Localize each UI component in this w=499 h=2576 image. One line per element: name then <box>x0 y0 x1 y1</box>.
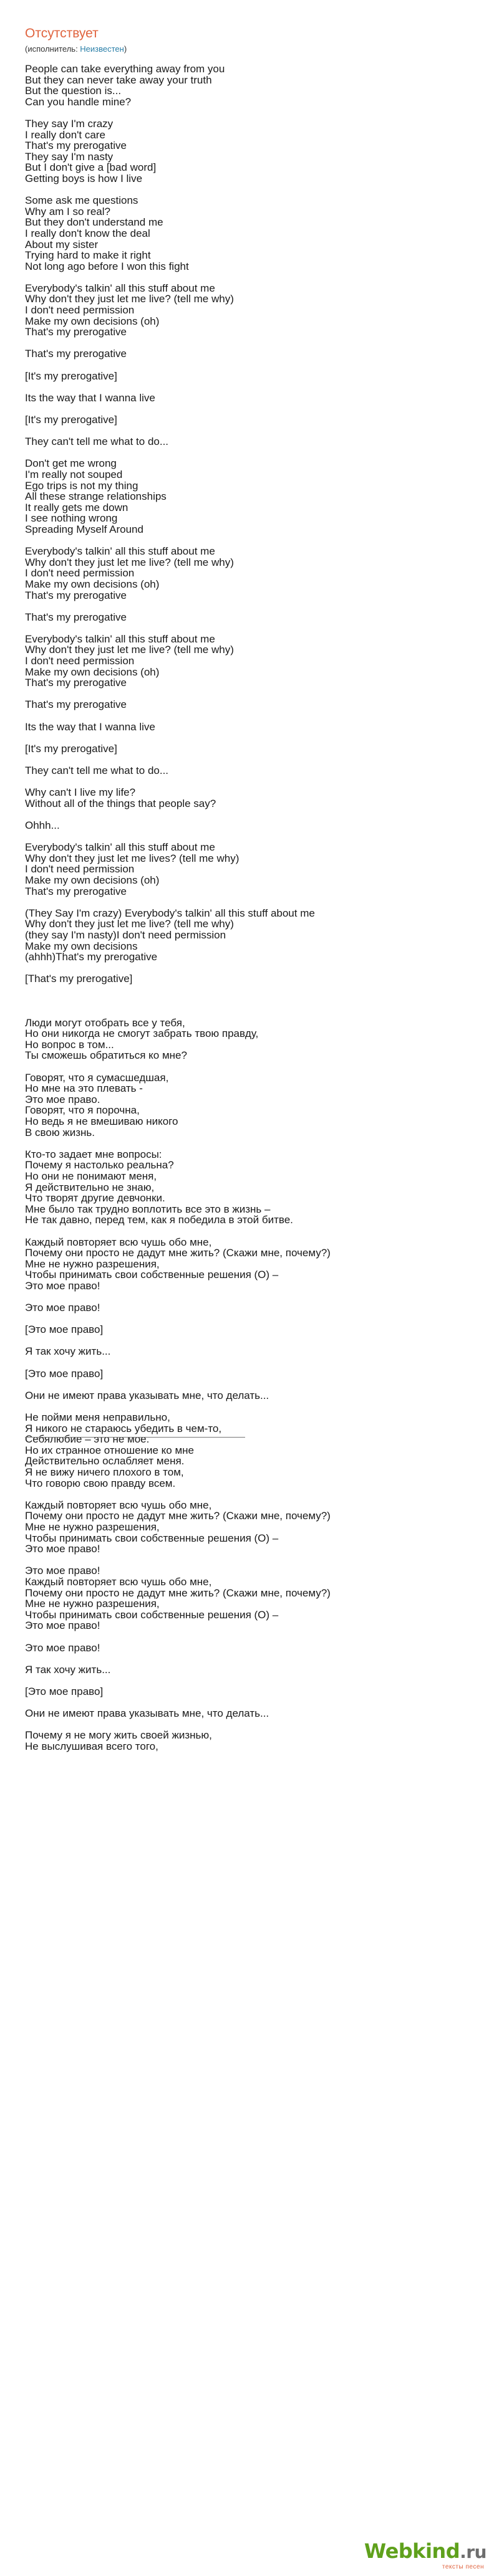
lyric-line: (they say I'm nasty)I don't need permission <box>25 928 226 941</box>
lyric-line: Why can't I live my life? <box>25 786 136 799</box>
lyric-line <box>25 963 474 974</box>
lyric-line: Не выслушивая всего того, <box>25 1740 158 1752</box>
lyric-line: Но они не понимают меня, <box>25 1170 157 1182</box>
lyric-line <box>25 184 474 196</box>
lyric-line <box>25 732 474 743</box>
lyric-line: Why don't they just let me live? (tell me why) <box>25 293 234 305</box>
lyric-line: Действительно ослабляет меня. <box>25 1455 185 1467</box>
lyric-line: Make my own decisions (oh) <box>25 874 160 886</box>
lyric-line: Они не имеют права указывать мне, что делать... <box>25 1707 269 1720</box>
lyric-line: Но мне на это плевать - <box>25 1082 143 1095</box>
lyric-line: That's my prerogative <box>25 699 127 711</box>
lyric-line <box>25 1719 474 1730</box>
lyric-line <box>25 1006 474 1018</box>
lyric-line: Мне не нужно разрешения, <box>25 1520 160 1533</box>
lyric-line <box>25 1061 474 1072</box>
lyric-line: Но вопрос в том... <box>25 1038 114 1051</box>
lyric-line: Make my own decisions (oh) <box>25 665 160 678</box>
lyric-line: Почему я настолько реальна? <box>25 1159 174 1171</box>
lyric-line: Ego trips is not my thing <box>25 479 138 492</box>
lyric-line: I don't need permission <box>25 304 135 317</box>
site-logo[interactable] <box>364 2540 487 2564</box>
lyric-line: Я так хочу жить... <box>25 1663 111 1676</box>
lyric-line: Это мое право! <box>25 1641 100 1654</box>
lyric-line: Себялюбие – это не мое. <box>25 1433 150 1446</box>
lyric-line: [It's my prerogative] <box>25 742 117 755</box>
logo-tagline: тексты песен <box>442 2564 484 2570</box>
lyric-line: That's my prerogative <box>25 885 127 897</box>
lyric-line <box>25 272 474 283</box>
artist-link[interactable]: Неизвестен <box>80 44 124 54</box>
lyric-line <box>25 107 474 118</box>
lyric-line: All these strange relationships <box>25 490 167 503</box>
lyric-line <box>25 995 474 1006</box>
lyric-line: About my sister <box>25 238 99 250</box>
lyric-line: Но они никогда не смогут забрать твою правду, <box>25 1028 259 1040</box>
lyric-line: Its the way that I wanna live <box>25 720 155 733</box>
lyric-line <box>25 1489 474 1500</box>
performer-suffix: ) <box>124 44 127 54</box>
lyric-line: Почему они просто не дадут мне жить? (Скажи мне, почему?) <box>25 1247 331 1259</box>
lyric-line: I'm really not souped <box>25 468 123 480</box>
lyric-line: Without all of the things that people say? <box>25 797 216 809</box>
lyric-line <box>25 809 474 820</box>
lyric-line: Говорят, что я сумасшедшая, <box>25 1071 169 1084</box>
lyric-line: Каждый повторяет всю чушь обо мне, <box>25 1499 212 1511</box>
lyric-line <box>25 1697 474 1708</box>
lyric-line <box>25 381 474 393</box>
lyric-line: I really don't care <box>25 128 105 141</box>
logo-brand: Webkind <box>364 2539 460 2563</box>
lyric-line: Чтобы принимать свои собственные решения (О) – <box>25 1608 279 1621</box>
lyric-line: Почему я не могу жить своей жизнью, <box>25 1729 212 1742</box>
lyric-line: Это мое право! <box>25 1279 100 1292</box>
lyric-line: I really don't know the deal <box>25 227 150 239</box>
lyric-line: Люди могут отобрать все у тебя, <box>25 1016 185 1029</box>
lyric-line <box>25 601 474 612</box>
lyric-line: Why don't they just let me live? (tell me why) <box>25 918 234 930</box>
lyric-line: [It's my prerogative] <box>25 414 117 426</box>
lyric-line: Я никого не стараюсь убедить в чем-то, <box>25 1422 222 1434</box>
lyric-line <box>25 1226 474 1237</box>
lyric-line <box>25 985 474 996</box>
lyric-line: Мне было так трудно воплотить все это в жизнь – <box>25 1203 271 1215</box>
lyric-line <box>25 403 474 414</box>
lyric-line <box>25 1555 474 1566</box>
lyric-line: Not long ago before I won this fight <box>25 260 189 272</box>
lyric-line <box>25 897 474 908</box>
lyric-line: Мне не нужно разрешения, <box>25 1598 160 1610</box>
lyric-line: Чтобы принимать свои собственные решения (О) – <box>25 1269 279 1281</box>
lyric-line: Не так давно, перед тем, как я победила в этой битве. <box>25 1214 293 1226</box>
lyric-line: Ohhh... <box>25 819 60 831</box>
lyric-line: Everybody's talkin' all this stuff about me <box>25 282 215 294</box>
lyric-line: I don't need permission <box>25 655 135 667</box>
lyric-line: [Это мое право] <box>25 1367 104 1380</box>
lyric-line: Я не вижу ничего плохого в том, <box>25 1466 184 1478</box>
lyric-line <box>25 754 474 765</box>
lyric-line: That's my prerogative <box>25 140 127 152</box>
lyric-line <box>25 338 474 349</box>
lyric-line: (They Say I'm crazy) Everybody's talkin' all this stuff about me <box>25 907 315 919</box>
lyric-line: I don't need permission <box>25 567 135 580</box>
lyric-line: They say I'm crazy <box>25 117 114 130</box>
lyric-line: People can take everything away from you <box>25 63 225 75</box>
lyric-line: Getting boys is how I live <box>25 172 143 184</box>
lyric-line: Don't get me wrong <box>25 457 117 470</box>
lyric-line: Its the way that I wanna live <box>25 391 155 404</box>
lyric-line: Why don't they just let me lives? (tell me why) <box>25 852 240 864</box>
lyric-line: They can't tell me what to do... <box>25 436 169 448</box>
lyric-line <box>25 426 474 437</box>
logo-tld: .ru <box>460 2542 487 2562</box>
lyric-line <box>25 776 474 788</box>
lyric-line <box>25 1138 474 1149</box>
lyric-line: Они не имеют права указывать мне, что делать... <box>25 1389 269 1401</box>
lyric-line: Но ведь я не вмешиваю никого <box>25 1115 178 1127</box>
lyric-line: But I don't give a [bad word] <box>25 161 157 174</box>
lyric-line <box>25 1292 474 1303</box>
lyric-line: Make my own decisions <box>25 940 138 952</box>
lyric-line: Кто-то задает мне вопросы: <box>25 1148 162 1160</box>
song-title: Отсутствует <box>25 26 99 41</box>
lyric-line <box>25 447 474 459</box>
lyric-line <box>25 535 474 546</box>
lyric-line: Каждый повторяет всю чушь обо мне, <box>25 1236 212 1248</box>
lyrics-text <box>25 64 474 1752</box>
lyric-line: But they don't understand me <box>25 216 163 229</box>
lyric-line: Что творят другие девчонки. <box>25 1192 165 1205</box>
lyric-line: Это мое право! <box>25 1620 100 1632</box>
lyric-line <box>25 1653 474 1664</box>
lyric-line: They can't tell me what to do... <box>25 765 169 776</box>
lyric-line: Some ask me questions <box>25 194 138 207</box>
lyric-line: Why don't they just let me live? (tell me why) <box>25 644 234 656</box>
performer-line <box>25 44 474 55</box>
site-logo-bar <box>349 2530 499 2576</box>
song-header <box>25 25 474 55</box>
lyric-line: Чтобы принимать свои собственные решения (О) – <box>25 1532 279 1544</box>
lyric-line: Я так хочу жить... <box>25 1345 111 1358</box>
lyric-line <box>25 623 474 634</box>
lyric-line: Это мое право! <box>25 1543 100 1555</box>
lyric-line: They say I'm nasty <box>25 150 114 163</box>
lyric-line: Everybody's talkin' all this stuff about me <box>25 841 215 854</box>
lyric-line: [It's my prerogative] <box>25 370 117 382</box>
lyric-line: Но их странное отношение ко мне <box>25 1444 194 1456</box>
lyric-line: That's my prerogative <box>25 348 127 360</box>
lyric-line <box>25 1675 474 1686</box>
lyric-line <box>25 689 474 700</box>
lyric-line: Почему они просто не дадут мне жить? (Скажи мне, почему?) <box>25 1586 331 1599</box>
lyric-line: Why don't they just let me live? (tell me why) <box>25 556 234 568</box>
lyric-line: Это мое право! <box>25 1302 100 1314</box>
lyric-line: В свою жизнь. <box>25 1126 95 1138</box>
lyric-line: But they can never take away your truth <box>25 74 212 86</box>
lyric-line: Почему они просто не дадут мне жить? (Скажи мне, почему?) <box>25 1510 331 1522</box>
lyric-line <box>25 831 474 842</box>
lyric-line: Каждый повторяет всю чушь обо мне, <box>25 1575 212 1588</box>
lyric-line: Не пойми меня неправильно, <box>25 1411 170 1424</box>
lyric-line <box>25 710 474 722</box>
lyric-line: Я действительно не знаю, <box>25 1181 155 1193</box>
lyric-line: But the question is... <box>25 85 122 97</box>
lyric-line: Говорят, что я порочна, <box>25 1104 140 1117</box>
lyric-line: Что говорю свою правду всем. <box>25 1477 176 1489</box>
lyric-line <box>25 1379 474 1390</box>
lyric-line: Мне не нужно разрешения, <box>25 1257 160 1270</box>
lyric-line: [Это мое право] <box>25 1324 104 1336</box>
lyric-line: [Это мое право] <box>25 1685 104 1697</box>
lyric-line: That's my prerogative <box>25 326 127 338</box>
lyric-line <box>25 1357 474 1368</box>
lyric-line <box>25 1335 474 1347</box>
lyric-line: Everybody's talkin' all this stuff about me <box>25 545 215 558</box>
lyric-line: Это мое право! <box>25 1565 100 1577</box>
lyric-line: I see nothing wrong <box>25 512 118 525</box>
lyric-line: It really gets me down <box>25 501 128 513</box>
translation-separator <box>25 1437 245 1438</box>
lyric-line: Spreading Myself Around <box>25 523 143 535</box>
lyric-line: Это мое право. <box>25 1093 100 1105</box>
lyric-line <box>25 1314 474 1325</box>
lyric-line: Trying hard to make it right <box>25 249 151 262</box>
lyric-line <box>25 1631 474 1643</box>
lyric-line: That's my prerogative <box>25 611 127 623</box>
lyric-line: Can you handle mine? <box>25 95 132 108</box>
lyric-line <box>25 360 474 371</box>
lyric-line: Everybody's talkin' all this stuff about me <box>25 632 215 645</box>
lyric-line: Ты сможешь обратиться ко мне? <box>25 1049 187 1062</box>
lyric-line: [That's my prerogative] <box>25 973 133 985</box>
lyric-line: I don't need permission <box>25 863 135 875</box>
lyric-line: Make my own decisions (oh) <box>25 315 160 327</box>
performer-prefix: (исполнитель: <box>25 44 80 54</box>
lyric-line <box>25 1401 474 1412</box>
lyric-line: (ahhh)That's my prerogative <box>25 951 158 963</box>
lyric-line: Make my own decisions (oh) <box>25 578 160 590</box>
lyric-line: That's my prerogative <box>25 677 127 689</box>
lyric-line: That's my prerogative <box>25 589 127 601</box>
lyric-line: Why am I so real? <box>25 205 110 217</box>
